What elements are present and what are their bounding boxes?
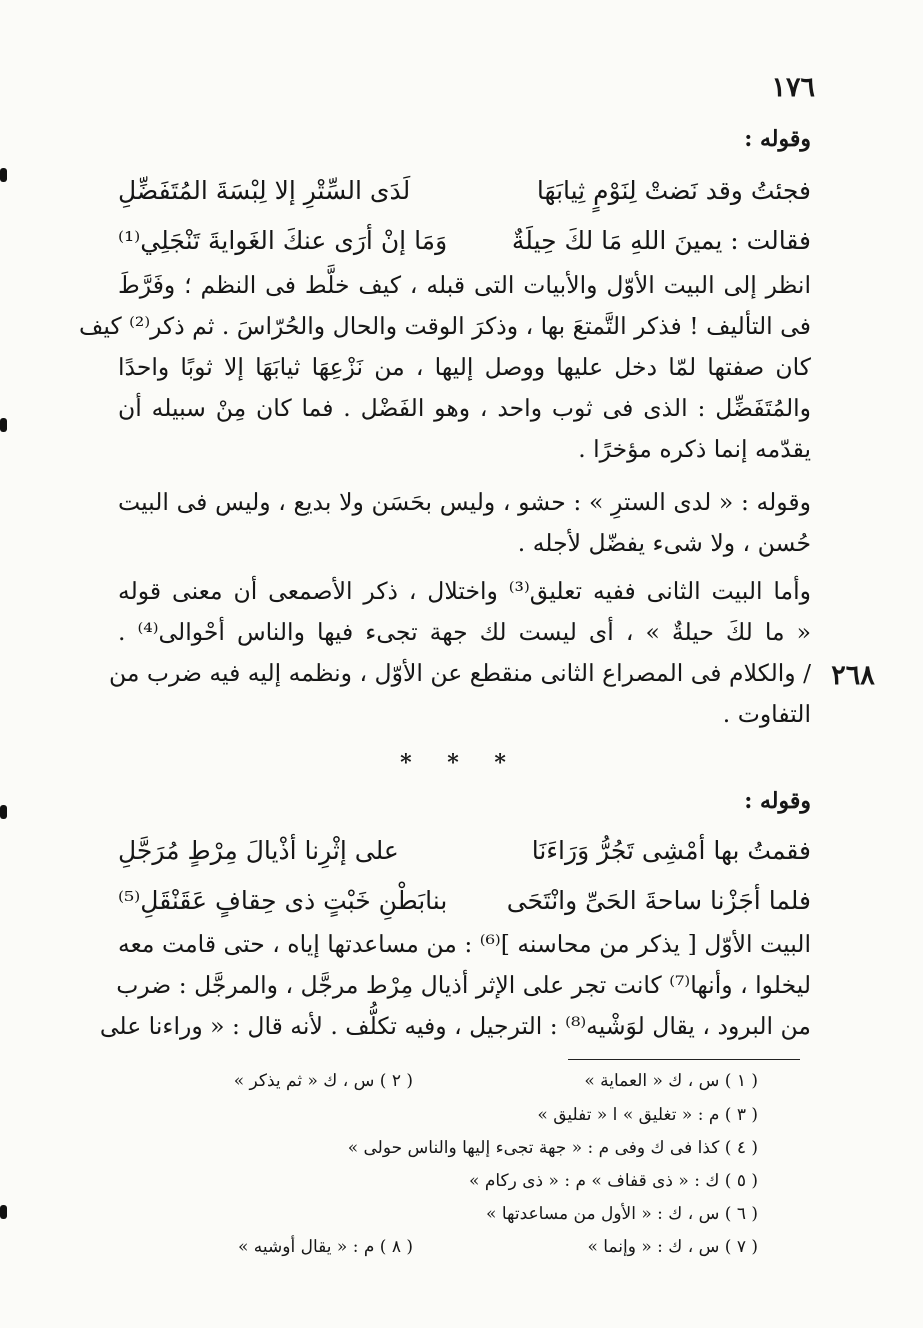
- footnote: [486, 1199, 758, 1230]
- footnote-number: ( ٣ ): [724, 1105, 758, 1125]
- footnote-divider: [568, 1059, 800, 1060]
- text-line: انظر إلى البيت الأوّل والأبيات التى قبله ، كيف خلَّط فى النظم ؛ وفَرَّطَ: [118, 271, 811, 299]
- commentary-paragraph: [108, 571, 811, 735]
- text-line: والمُتَفَضِّل : الذى فى ثوب واحد ، وهو الفَضْل . فما كان مِنْ سبيله أن: [118, 394, 811, 422]
- verse-hemistich-second: لَدَى السِّتْرِ إلا لِبْسَةَ المُتَفَضِّلِ: [118, 176, 411, 205]
- footnote-number: ( ٢ ): [379, 1071, 413, 1091]
- text-line: من البرود ، يقال لوَشْيه⁽⁸⁾ : الترجيل ، وفيه تكلُّف . لأنه قال : « وراءنا على: [99, 1012, 811, 1040]
- footnote-text: كذا فى ك وفى م : « جهة تجىء إليها والناس حولى »: [347, 1138, 720, 1158]
- text-line: التفاوت .: [722, 700, 811, 728]
- section-separator: * * *: [400, 750, 520, 776]
- text-line: ليخلوا ، وأنها⁽⁷⁾ كانت تجر على الإثر أذيال مِرْط مرجَّل ، والمرجَّل : ضرب: [116, 971, 811, 999]
- text-line: فى التأليف ! فذكر التَّمتعَ بها ، وذكرَ الوقت والحال والحُرّاسَ . ثم ذكر⁽²⁾ كيف: [79, 312, 811, 340]
- verse-hemistich-first: فقمتُ بها أمْشِى تَجُرُّ وَرَاءَنَا: [531, 836, 811, 865]
- footnote-number: ( ٤ ): [724, 1138, 758, 1158]
- verse-line: [118, 220, 811, 262]
- footnote: [348, 1133, 758, 1164]
- verse-hemistich-second: بنابَطْنِ خَبْتٍ ذى حِقافٍ عَقَنْقَلِ⁽⁵⁾: [118, 886, 448, 915]
- footnote: [587, 1232, 758, 1263]
- footnote-number: ( ١ ): [724, 1071, 758, 1091]
- verse-hemistich-first: فقالت : يمينَ اللهِ مَا لكَ حِيلَةٌ: [511, 226, 811, 255]
- footnote-text: س ، ك « ثم يذكر »: [233, 1071, 375, 1091]
- footnote-number: ( ٨ ): [379, 1237, 413, 1257]
- verse-line: [118, 170, 811, 212]
- text-line: البيت الأوّل [ يذكر من محاسنه ]⁽⁶⁾ : من مساعدتها إياه ، حتى قامت معه: [118, 930, 811, 958]
- footnote-text: س ، ك : « وإنما »: [587, 1237, 720, 1257]
- text-line: « ما لكَ حيلةٌ » ، أى ليست لك جهة تجىء فيها والناس أحْوالى⁽⁴⁾ .: [118, 618, 811, 646]
- section-label: وقوله :: [744, 788, 811, 814]
- text-line: / والكلام فى المصراع الثانى منقطع عن الأوّل ، ونظمه إليه فيه ضرب من: [108, 659, 811, 687]
- footnote: [238, 1232, 413, 1263]
- footnote-number: ( ٦ ): [724, 1204, 758, 1224]
- verse-line: [118, 880, 811, 922]
- section-label: وقوله :: [744, 126, 811, 152]
- text-line: يقدّمه إنما ذكره مؤخرًا .: [578, 435, 811, 463]
- commentary-paragraph: [99, 924, 811, 1047]
- footnote: [234, 1066, 413, 1097]
- scan-mark: [0, 168, 7, 182]
- page-number: ١٧٦: [771, 72, 815, 103]
- footnote-text: م : « تغليق » ا « تفليق »: [537, 1105, 720, 1125]
- footnote-text: س ، ك « العماية »: [584, 1071, 720, 1091]
- scan-mark: [0, 1205, 7, 1219]
- footnote-text: س ، ك : « الأول من مساعدتها »: [486, 1204, 720, 1224]
- commentary-paragraph: [79, 265, 811, 470]
- verse-hemistich-second: على إثْرِنا أذْيالَ مِرْطٍ مُرَجَّلِ: [118, 836, 399, 865]
- text-line: حُسن ، ولا شىء يفضّل لأجله .: [517, 529, 811, 557]
- footnote: [537, 1100, 758, 1131]
- text-line: وقوله : « لدى السترِ » : حشو ، وليس بحَسَن ولا بديع ، وليس فى البيت: [118, 488, 811, 516]
- footnote-number: ( ٥ ): [724, 1171, 758, 1191]
- margin-page-number: ٢٦٨: [831, 660, 875, 691]
- footnote: [469, 1166, 758, 1197]
- footnote-number: ( ٧ ): [724, 1237, 758, 1257]
- commentary-paragraph: [118, 482, 811, 564]
- verse-line: [118, 830, 811, 872]
- verse-hemistich-second: وَمَا إنْ أرَى عنكَ الغَوايةَ تَنْجَلِي⁽¹⁾: [118, 226, 448, 255]
- footnote: [584, 1066, 758, 1097]
- scan-mark: [0, 805, 7, 819]
- verse-hemistich-first: فجئتُ وقد نَضتْ لِنَوْمٍ ثِيابَهَا: [536, 176, 811, 205]
- footnote-text: ك : « ذى قفاف » م : « ذى ركام »: [469, 1171, 720, 1191]
- verse-hemistich-first: فلما أجَزْنا ساحةَ الحَىِّ وانْتَحَى: [506, 886, 811, 915]
- footnote-text: م : « يقال أوشيه »: [238, 1237, 375, 1257]
- text-line: وأما البيت الثانى ففيه تعليق⁽³⁾ واختلال ، ذكر الأصمعى أن معنى قوله: [118, 577, 811, 605]
- scan-mark: [0, 418, 7, 432]
- text-line: كان صفتها لمّا دخل عليها ووصل إليها ، من نَزْعِهَا ثيابَهَا إلا ثوبًا واحدًا: [118, 353, 811, 381]
